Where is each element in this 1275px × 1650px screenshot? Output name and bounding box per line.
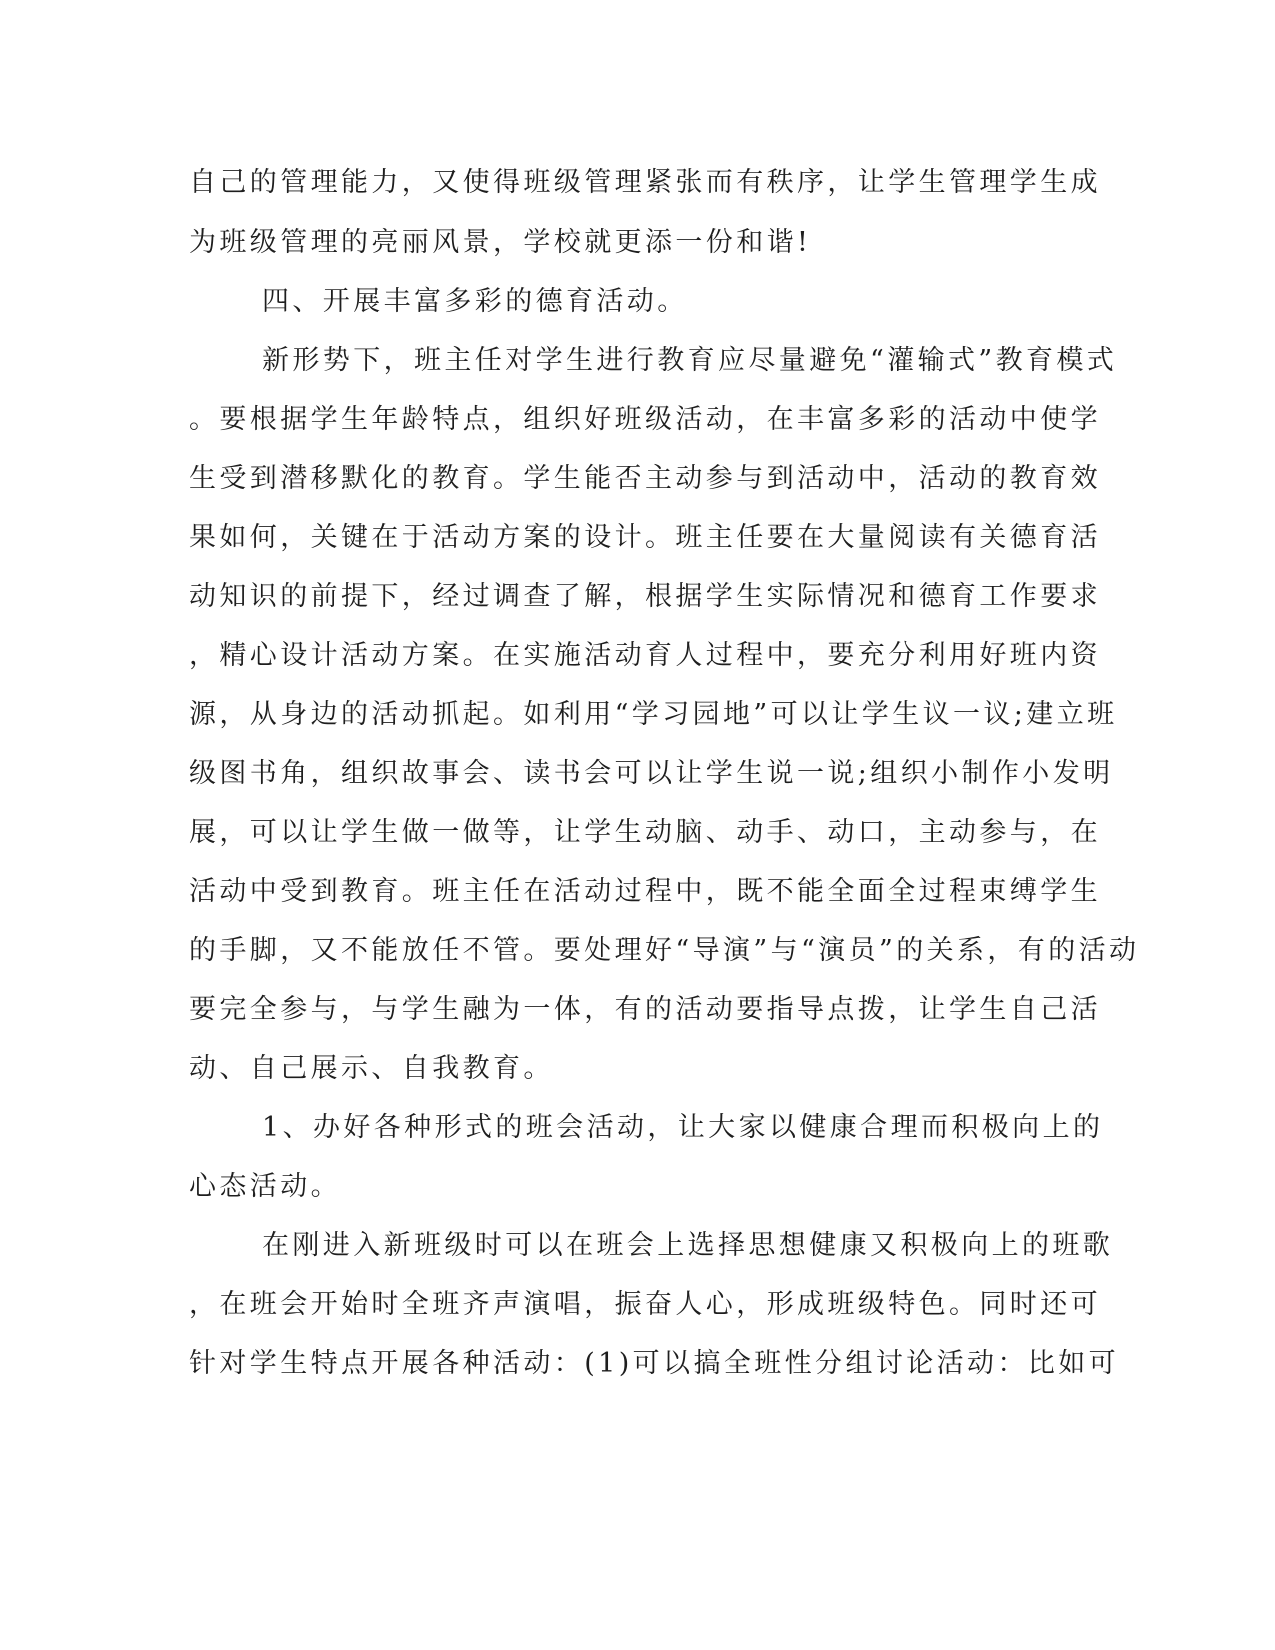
subheading-line: 心态活动。 (189, 1171, 341, 1202)
text-line: 活动中受到教育。班主任在活动过程中，既不能全面全过程束缚学生 (189, 876, 1101, 907)
text-line: 的手脚，又不能放任不管。要处理好“导演”与“演员”的关系，有的活动 (189, 935, 1140, 966)
text-line: 针对学生特点开展各种活动：(1)可以搞全班性分组讨论活动：比如可 (189, 1348, 1120, 1379)
text-line: 源，从身边的活动抓起。如利用“学习园地”可以让学生议一议;建立班 (189, 699, 1118, 730)
text-line: 自己的管理能力，又使得班级管理紧张而有秩序，让学生管理学生成 (189, 167, 1101, 198)
text-line: 动、自己展示、自我教育。 (189, 1053, 554, 1084)
text-line: 为班级管理的亮丽风景，学校就更添一份和谐! (189, 227, 812, 258)
text-line: 新形势下，班主任对学生进行教育应尽量避免“灌输式”教育模式 (262, 345, 1118, 376)
text-line: 动知识的前提下，经过调查了解，根据学生实际情况和德育工作要求 (189, 581, 1101, 612)
text-line: ，精心设计活动方案。在实施活动育人过程中，要充分利用好班内资 (189, 640, 1101, 671)
text-line: ，在班会开始时全班齐声演唱，振奋人心，形成班级特色。同时还可 (189, 1289, 1101, 1320)
text-line: 要完全参与，与学生融为一体，有的活动要指导点拨，让学生自己活 (189, 994, 1101, 1025)
section-heading: 四、开展丰富多彩的德育活动。 (262, 286, 688, 317)
text-line: 。要根据学生年龄特点，组织好班级活动，在丰富多彩的活动中使学 (189, 404, 1101, 435)
text-line: 果如何，关键在于活动方案的设计。班主任要在大量阅读有关德育活 (189, 522, 1101, 553)
text-line: 级图书角，组织故事会、读书会可以让学生说一说;组织小制作小发明 (189, 758, 1114, 789)
subheading-line: 1、办好各种形式的班会活动，让大家以健康合理而积极向上的 (262, 1112, 1104, 1143)
text-line: 展，可以让学生做一做等，让学生动脑、动手、动口，主动参与，在 (189, 817, 1101, 848)
text-line: 在刚进入新班级时可以在班会上选择思想健康又积极向上的班歌 (262, 1230, 1114, 1261)
text-line: 生受到潜移默化的教育。学生能否主动参与到活动中，活动的教育效 (189, 463, 1101, 494)
